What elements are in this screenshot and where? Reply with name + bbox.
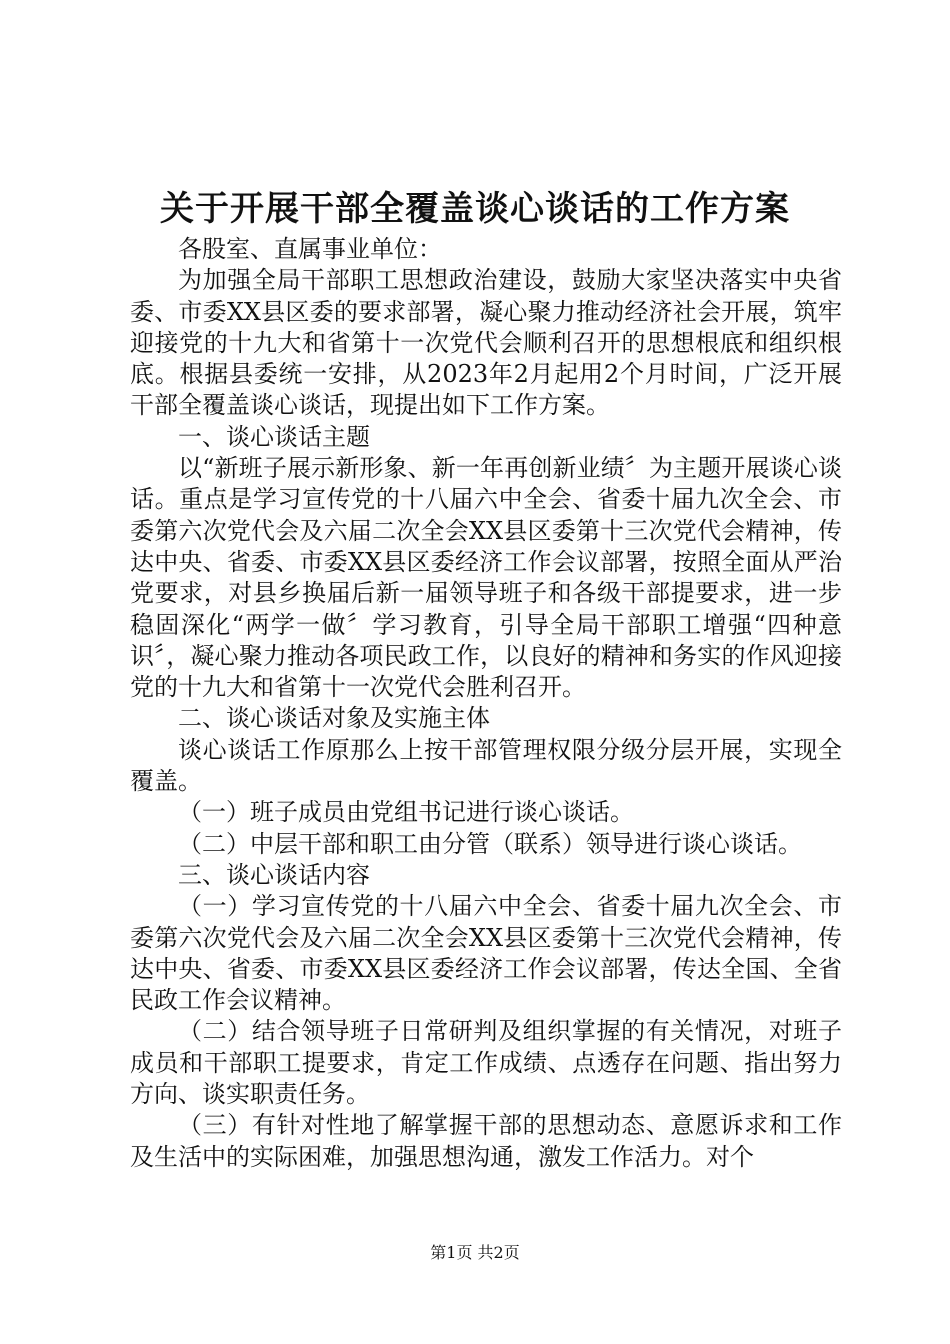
document-body: [130, 234, 842, 1173]
page-title: 关于开展干部全覆盖谈心谈话的工作方案: [160, 189, 790, 229]
list-item: （二）结合领导班子日常研判及组织掌握的有关情况，对班子成员和干部职工提要求，肯定工作成绩、点透存在问题、指出努力方向、谈实职责任务。: [130, 1017, 842, 1109]
section-heading: 一、谈心谈话主题: [178, 422, 370, 451]
intro-paragraph: 为加强全局干部职工思想政治建设，鼓励大家坚决落实中央省委、市委XX县区委的要求部署，凝心聚力推动经济社会开展，筑牢迎接党的十九大和省第十一次党代会顺利召开的思想根底和组织根底。根据县委统一安排，从2023年2月起用2个月时间，广泛开展干部全覆盖谈心谈话，现提出如下工作方案。: [130, 266, 842, 420]
page-number: 第1页 共2页: [430, 1243, 520, 1262]
body-paragraph: 以“新班子展示新形象、新一年再创新业绩〞为主题开展谈心谈话。重点是学习宣传党的十八届六中全会、省委十届九次全会、市委第六次党代会及六届二次全会XX县区委第十三次党代会精神，传达中央、省委、市委XX县区委经济工作会议部署，按照全面从严治党要求，对县乡换届后新一届领导班子和各级干部提要求，进一步稳固深化“两学一做〞学习教育，引导全局干部职工增强“四种意识〞，凝心聚力推动各项民政工作，以良好的精神和务实的作风迎接党的十九大和省第十一次党代会胜利召开。: [130, 454, 842, 702]
section-heading: 二、谈心谈话对象及实施主体: [178, 704, 490, 733]
list-item: （一）班子成员由党组书记进行谈心谈话。: [178, 798, 634, 827]
body-paragraph: 谈心谈话工作原那么上按干部管理权限分级分层开展，实现全覆盖。: [130, 735, 842, 796]
salutation: 各股室、直属事业单位：: [178, 235, 442, 263]
list-item: （一）学习宣传党的十八届六中全会、省委十届九次全会、市委第六次党代会及六届二次全会XX县区委第十三次党代会精神，传达中央、省委、市委XX县区委经济工作会议部署，传达全国、全省民政工作会议精神。: [130, 892, 842, 1015]
section-heading: 三、谈心谈话内容: [178, 860, 370, 889]
list-item: （三）有针对性地了解掌握干部的思想动态、意愿诉求和工作及生活中的实际困难，加强思想沟通，激发工作活力。对个: [130, 1111, 842, 1171]
list-item: （二）中层干部和职工由分管（联系）领导进行谈心谈话。: [178, 829, 802, 858]
